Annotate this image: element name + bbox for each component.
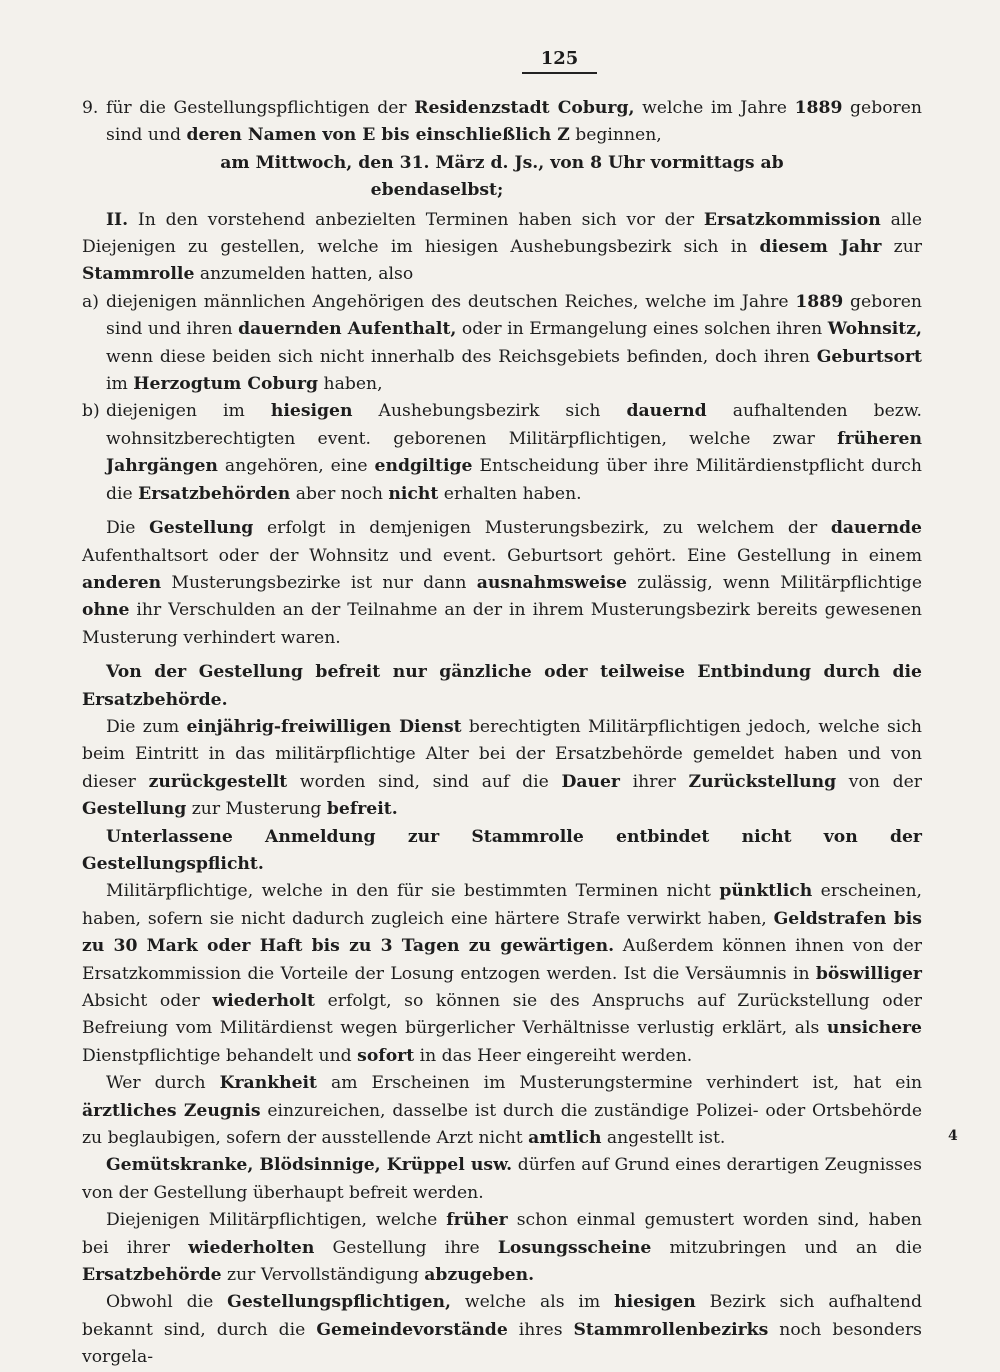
item-a-marker: a): [82, 291, 99, 312]
item-a-text: diejenigen männlichen Angehörigen des deutschen Reiches, welche im Jahre 1889 geboren sind und ihren dauernden Aufenthalt, oder in Ermangelung eines solchen ihren Wohnsitz, wenn diese beiden sich nicht innerhalb des Reichsgebiets befinden, doch ihren Geburtsort im Herzogtum Coburg haben,: [106, 291, 922, 395]
paragraph-gestellung: Die Gestellung erfolgt in demjenigen Musterungsbezirk, zu welchem der dauernde Aufenthaltsort oder der Wohnsitz und event. Geburtsort gehört. Eine Gestellung in einem anderen Musterungsbezirke ist nur dann ausnahmsweise zulässig, wenn Militärpflichtige ohne ihr Verschulden an der Teilnahme an der in ihrem Musterungsbezirk bereits gewesenen Musterung verhindert waren.: [82, 518, 922, 648]
paragraph-frueher: Diejenigen Militärpflichtigen, welche früher schon einmal gemustert worden sind, haben bei ihrer wiederholten Gestellung ihre Losungsscheine mitzubringen und an die Ersatzbehörde zur Vervollständigung abzugeben.: [82, 1210, 922, 1286]
page-number: 125: [522, 48, 597, 74]
entry-9: [82, 95, 922, 150]
paragraph-krankheit: Wer durch Krankheit am Erscheinen im Musterungstermine verhindert ist, hat ein ärztliches Zeugnis einzureichen, dasselbe ist durch die zuständige Polizei- oder Ortsbehörde zu beglaubigen, sofern der ausstellende Arzt nicht amtlich angestellt ist.: [82, 1073, 923, 1149]
heading-befreiung: Von der Gestellung befreit nur gänzliche oder teilweise Entbindung durch die Ersatzbehörde.: [82, 662, 922, 710]
page-content: [82, 95, 922, 1372]
entry-9-date: am Mittwoch, den 31. März d. Js., von 8 Uhr vormittags ab: [220, 152, 784, 173]
paragraph-puenktlich: Militärpflichtige, welche in den für sie bestimmten Terminen nicht pünktlich erscheinen, haben, sofern sie nicht dadurch zugleich eine härtere Strafe verwirkt haben, Geldstrafen bis zu 30 Mark oder Haft bis zu 3 Tagen zu gewärtigen. Außerdem können ihnen von der Ersatzkommission die Vorteile der Losung entzogen werden. Ist die Versäumnis in böswilliger Absicht oder wiederholt erfolgt, so können sie des Anspruchs auf Zurückstellung oder Befreiung vom Militärdienst wegen bürgerlicher Verhältnisse verlustig erklärt, als unsichere Dienstpflichtige behandelt und sofort in das Heer eingereiht werden.: [82, 881, 923, 1066]
entry-9-text: für die Gestellungspflichtigen der Residenzstadt Coburg, welche im Jahre 1889 geboren sind und deren Namen von E bis einschließlich Z beginnen,: [106, 98, 923, 146]
item-b-text: diejenigen im hiesigen Aushebungsbezirk sich dauernd aufhaltenden bezw. wohnsitzberechtigten event. geborenen Militärpflichtigen, welche zwar früheren Jahrgängen angehören, eine endgiltige Entscheidung über ihre Militärdienstpflicht durch die Ersatzbehörden aber noch nicht erhalten haben.: [106, 401, 922, 504]
entry-9-place: ebendaselbst;: [370, 180, 504, 201]
section-ii: II. In den vorstehend anbezielten Terminen haben sich vor der Ersatzkommission alle Diejenigen zu gestellen, welche im hiesigen Aushebungsbezirk sich in diesem Jahr zur Stammrolle anzumelden hatten, also: [82, 209, 922, 285]
item-b: [82, 398, 922, 508]
paragraph-obwohl: Obwohl die Gestellungspflichtigen, welche als im hiesigen Bezirk sich aufhaltend bekannt sind, durch die Gemeindevorstände ihres Stammrollenbezirks noch besonders vorgela-: [82, 1292, 923, 1368]
item-b-marker: b): [82, 401, 100, 422]
corner-mark: 4: [948, 1128, 958, 1144]
paragraph-einjaehrig: Die zum einjährig-freiwilligen Dienst berechtigten Militärpflichtigen jedoch, welche sich beim Eintritt in das militärpflichtige Alter bei der Ersatzbehörde gemeldet haben und von dieser zurückgestellt worden sind, sind auf die Dauer ihrer Zurückstellung von der Gestellung zur Musterung befreit.: [82, 716, 923, 820]
heading-anmeldung: Unterlassene Anmeldung zur Stammrolle entbindet nicht von der Gestellungspflicht.: [82, 826, 922, 874]
entry-9-number: 9.: [82, 98, 99, 118]
item-a: [82, 289, 922, 399]
paragraph-gemuetskranke: Gemütskranke, Blödsinnige, Krüppel usw. dürfen auf Grund eines derartigen Zeugnisses von der Gestellung überhaupt befreit werden.: [82, 1155, 922, 1203]
